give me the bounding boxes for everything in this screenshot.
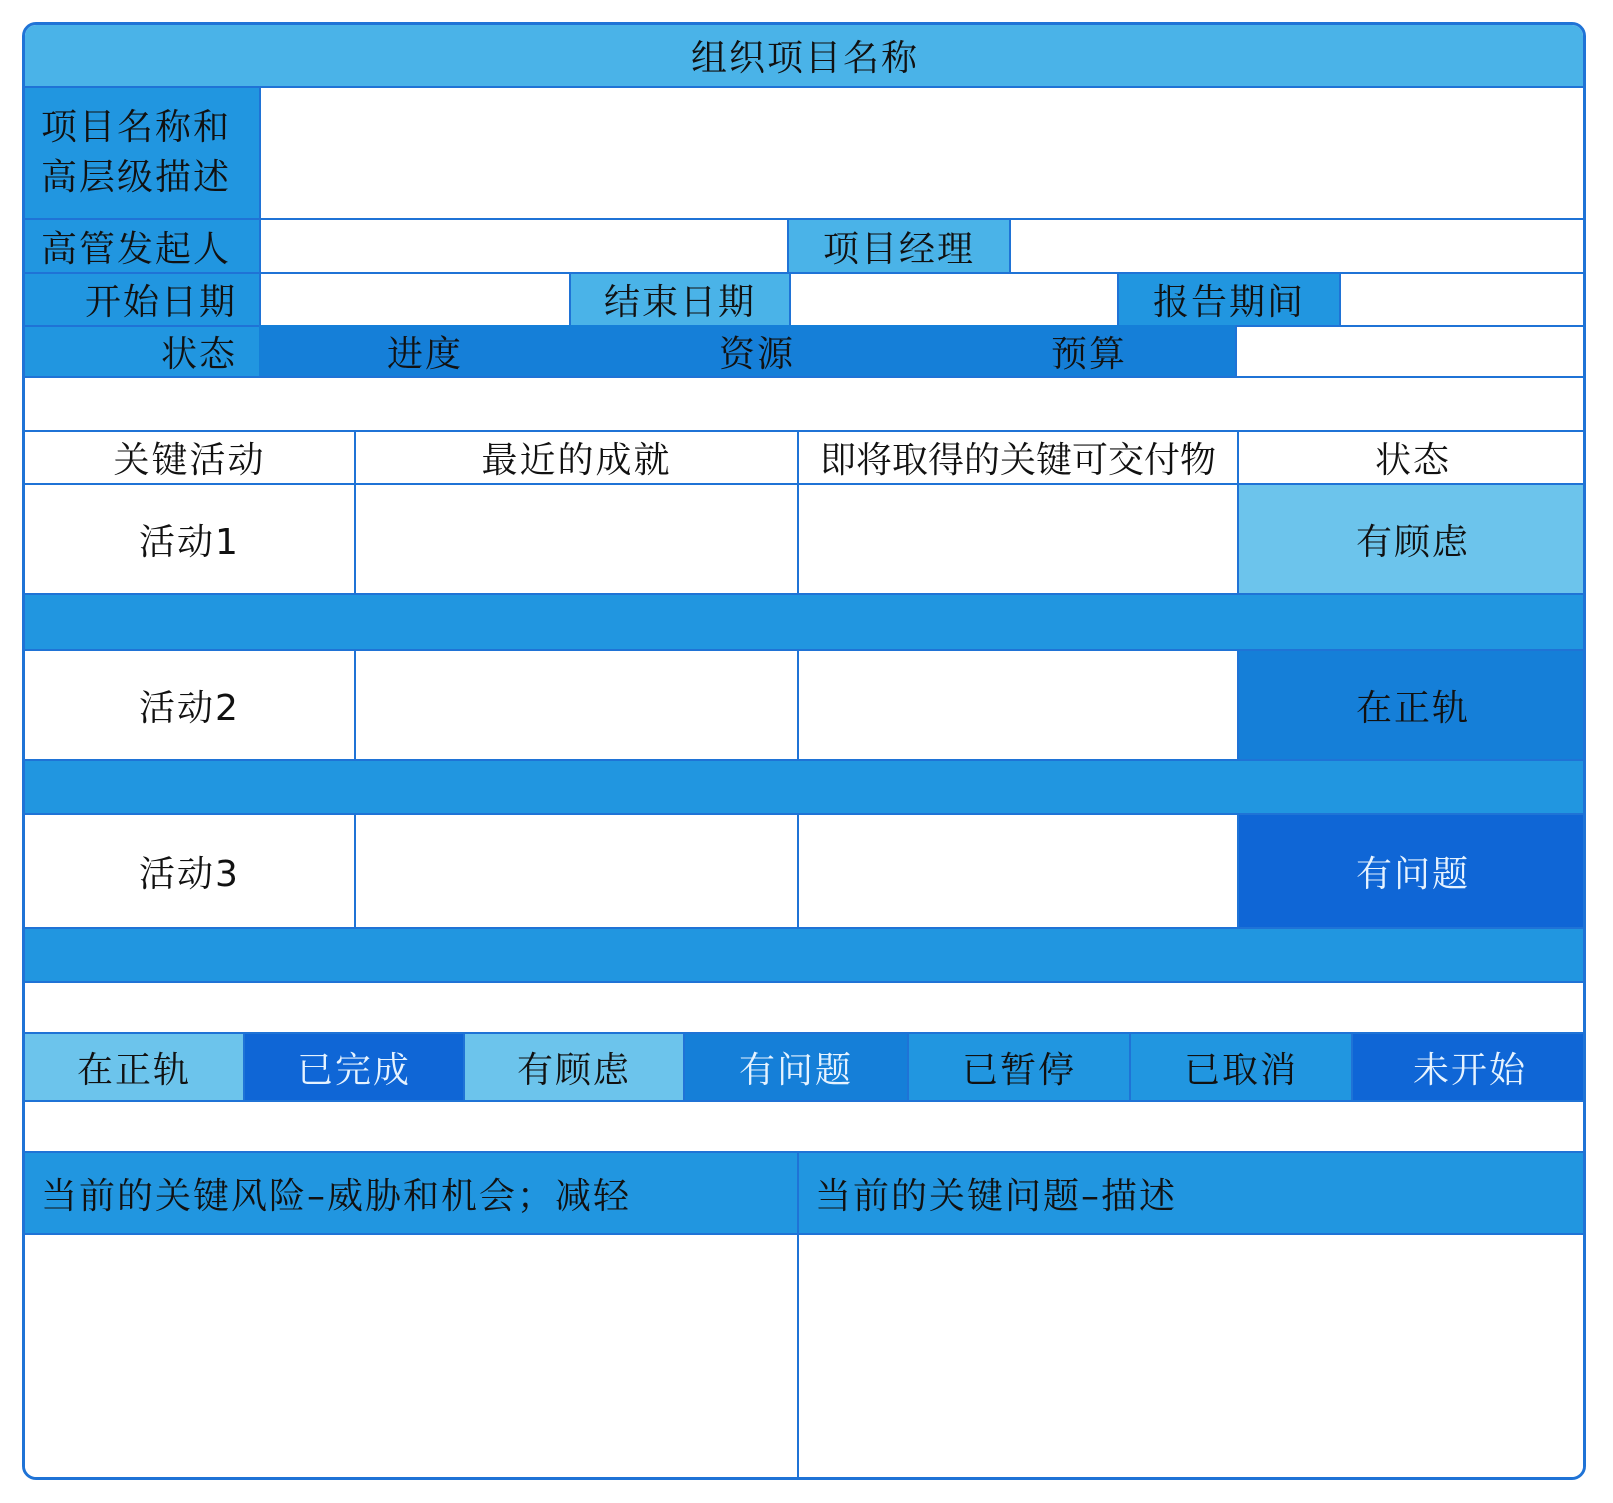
form-title: 组织项目名称 [23,23,1586,88]
project-desc-label-line1: 项目名称和 [41,107,232,148]
project-desc-label [23,86,261,220]
activity-1-status: 有顾虑 [1237,483,1586,595]
status-resources: 资源 [718,334,795,375]
col-upcoming-deliverables: 即将取得的关键可交付物 [797,430,1239,485]
activity-3-separator [23,927,1586,983]
col-key-activity: 关键活动 [23,430,356,485]
activity-3-name: 活动3 [23,813,356,929]
reporting-period-label: 报告期间 [1117,272,1341,327]
status-schedule: 进度 [386,334,463,375]
issues-field[interactable] [797,1233,1586,1480]
end-date-label: 结束日期 [569,272,791,327]
status-label: 状态 [23,325,261,378]
legend-on-track: 在正轨 [23,1032,245,1102]
project-desc-field[interactable] [259,86,1586,220]
activity-2-separator [23,759,1586,815]
project-desc-label-line2: 高层级描述 [41,157,232,198]
activity-3-status: 有问题 [1237,813,1586,929]
activity-1-separator [23,593,1586,651]
executive-sponsor-field[interactable] [259,218,789,274]
executive-sponsor-label: 高管发起人 [23,218,261,274]
status-field[interactable] [1235,325,1586,378]
activity-2-status: 在正轨 [1237,649,1586,761]
issues-label: 当前的关键问题–描述 [797,1151,1586,1235]
legend-issue: 有问题 [683,1032,909,1102]
activity-2-deliverables[interactable] [797,649,1239,761]
spacer-row-3 [23,1100,1586,1153]
activity-3-achievements[interactable] [354,813,799,929]
legend-paused: 已暂停 [907,1032,1131,1102]
legend-cancelled: 已取消 [1129,1032,1353,1102]
end-date-field[interactable] [789,272,1119,327]
risks-field[interactable] [23,1233,799,1480]
spacer-row-2 [23,981,1586,1034]
activity-1-deliverables[interactable] [797,483,1239,595]
legend-completed: 已完成 [243,1032,465,1102]
legend-concern: 有顾虑 [463,1032,685,1102]
activity-2-name: 活动2 [23,649,356,761]
legend-not-started: 未开始 [1351,1032,1586,1102]
project-manager-field[interactable] [1009,218,1586,274]
status-report-form [22,22,1586,1480]
activity-3-deliverables[interactable] [797,813,1239,929]
start-date-label: 开始日期 [23,272,261,327]
activity-1-name: 活动1 [23,483,356,595]
col-status: 状态 [1237,430,1586,485]
spacer-row [23,376,1586,432]
start-date-field[interactable] [259,272,571,327]
reporting-period-field[interactable] [1339,272,1586,327]
activity-1-achievements[interactable] [354,483,799,595]
project-manager-label: 项目经理 [787,218,1011,274]
risks-label: 当前的关键风险–威胁和机会；减轻 [23,1151,799,1235]
col-recent-achievements: 最近的成就 [354,430,799,485]
activity-2-achievements[interactable] [354,649,799,761]
status-budget: 预算 [1050,334,1127,375]
